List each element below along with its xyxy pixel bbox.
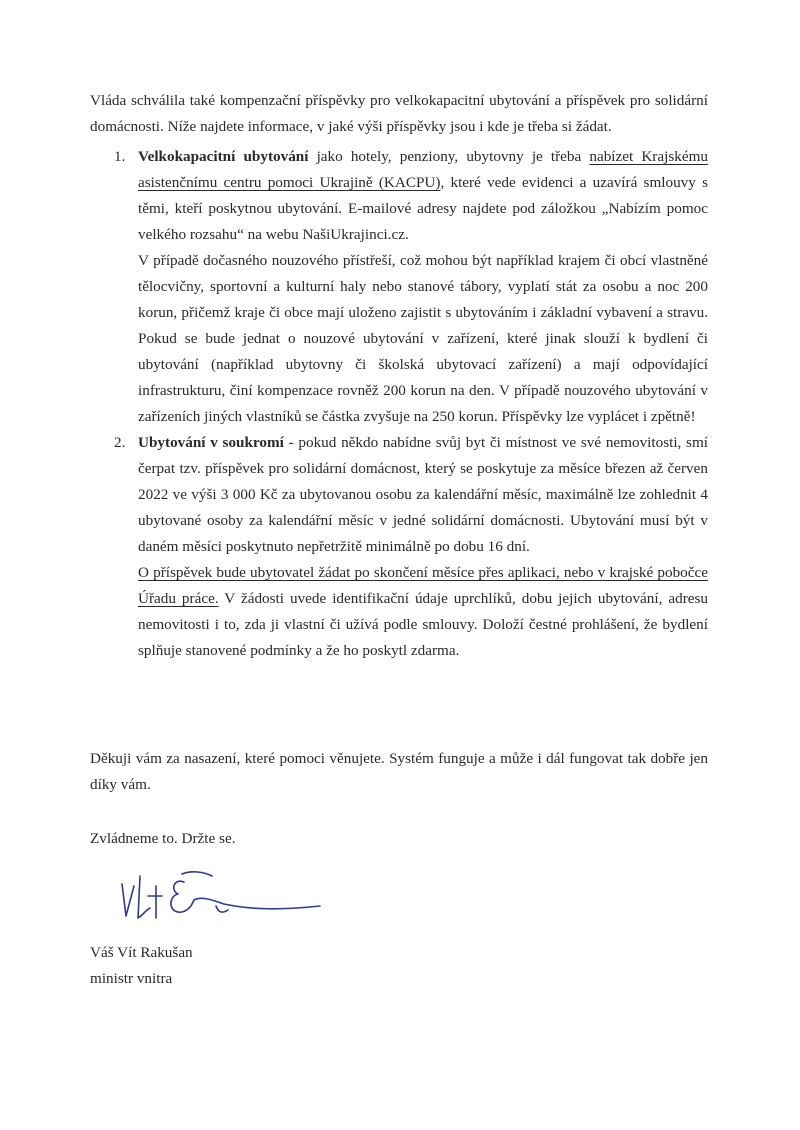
intro-paragraph: Vláda schválila také kompenzační příspěvky pro velkokapacitní ubytování a příspěvek pro solidární domácnosti. Níže najdete informace, v jaké výši příspěvky jsou i kde je třeba si žádat. [90, 92, 708, 135]
handwritten-signature [112, 866, 332, 936]
list-item-large-capacity [90, 144, 708, 430]
closing-line: Zvládneme to. Držte se. [90, 830, 236, 847]
thanks-paragraph: Děkuji vám za nasazení, které pomoci věnujete. Systém funguje a může i dál fungovat tak dobře jen díky vám. [90, 750, 708, 793]
signer-role: ministr vnitra [90, 970, 173, 987]
item-text: jako hotely, penziony, ubytovny je třeba [308, 148, 590, 165]
item-title: Ubytování v soukromí [138, 434, 284, 451]
item-text: V žádosti uvede identifikační údaje uprchlíků, dobu jejich ubytování, adresu nemovitosti i to, zda ji vlastní či užívá podle smlouvy. Doloží čestné prohlášení, že bydlení splňuje stanovené podmínky a že ho poskytl zdarma. [138, 590, 709, 659]
item-text: - pokud někdo nabídne svůj byt či místnost ve své nemovitosti, smí čerpat tzv. příspěvek pro solidární domácnost, který se poskytuje za měsíce březen až červen 2022 ve výši 3 000 Kč za ubytovanou osobu za kalendářní měsíc, maximálně lze zohlednit 4 ubytované osoby za kalendářní měsíc v jedné solidární domácnosti. Ubytování musí být v daném měsíci poskytnuto nepřetržitě minimálně po dobu 16 dní. [138, 434, 709, 555]
list-number: 2. [114, 434, 126, 451]
list-item-private-housing [90, 430, 708, 664]
kacpu-link[interactable]: nabízet Krajskému asistenčnímu centru pomoci Ukrajině (KACPU) [138, 148, 708, 191]
item-paragraph-2: V případě dočasného nouzového přístřeší, což mohou být například krajem či obcí vlastněné tělocvičny, sportovní a kulturní haly nebo stanové tábory, vyplatí stát za osobu a noc 200 korun, přičemž kraje či obce mají uloženo zajistit s ubytováním i základní vybavení a stravu. Pokud se bude jednat o nouzové ubytování v zařízení, které jinak slouží k bydlení či ubytování (například ubytovny či školská ubytovací zařízení) a mají odpovídající infrastrukturu, činí kompenzace rovněž 200 korun na den. V případě nouzového ubytování v zařízeních jiných vlastníků se částka zvyšuje na 250 korun. Příspěvky lze vyplácet i zpětně! [138, 252, 708, 425]
item-text: , které vede evidenci a uzavírá smlouvy s těmi, kteří poskytnou ubytování. E-mailové adresy najdete pod záložkou „Nabízím pomoc velkého rozsahu“ na webu NašiUkrajinci.cz. [138, 174, 709, 243]
item-paragraph [138, 144, 708, 248]
item-paragraph [138, 430, 708, 664]
application-link[interactable]: O příspěvek bude ubytovatel žádat po skončení měsíce přes aplikaci, nebo v krajské pobočce Úřadu práce. [138, 564, 708, 607]
contribution-list [90, 144, 708, 664]
signer-name: Váš Vít Rakušan [90, 944, 193, 961]
list-number: 1. [114, 148, 126, 165]
item-title: Velkokapacitní ubytování [138, 148, 309, 165]
